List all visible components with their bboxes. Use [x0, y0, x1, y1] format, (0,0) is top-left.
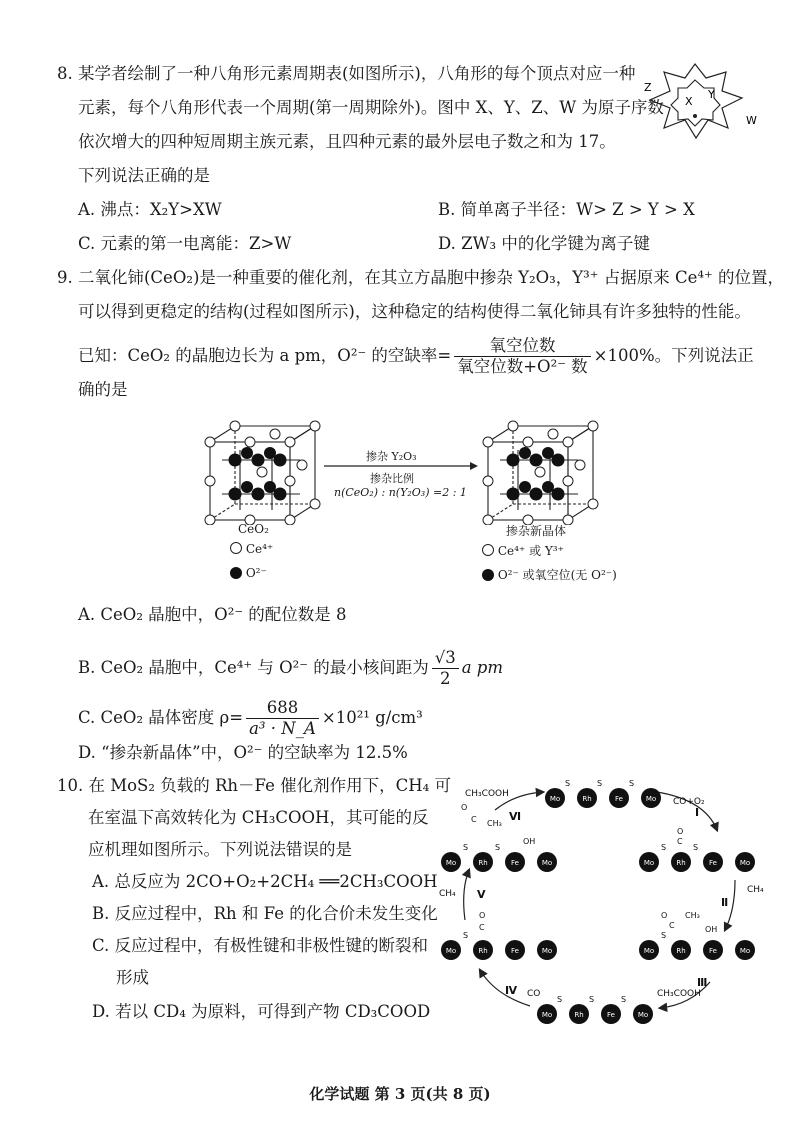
rh-atom: Rh [478, 947, 488, 955]
q10-stem-line2: 在室温下高效转化为 CH₃COOH，其可能的反 [88, 808, 429, 827]
step-5-label: Ⅴ [477, 888, 486, 901]
white-circle-icon [230, 542, 242, 554]
output-ch3cooh-top: CH₃COOH [465, 789, 509, 799]
output-ch3cooh-bottom: CH₃COOH [657, 989, 701, 999]
arrow-label-ratio: n(CeO₂) : n(Y₂O₃) =2 : 1 [334, 486, 467, 499]
fe-atom: Fe [511, 859, 519, 867]
fe-atom: Fe [615, 795, 623, 803]
arrow-label-mid: 掺杂比例 [370, 472, 414, 485]
step-1-label: Ⅰ [695, 806, 700, 819]
fig-label-y: Y [708, 88, 715, 101]
mo-atom: Mo [645, 795, 657, 803]
q10-stem-line3: 应机理如图所示。下列说法错误的是 [88, 840, 352, 859]
q9-option-b-den: 2 [439, 669, 451, 688]
fig-label-x: X [685, 95, 693, 108]
q9-option-c-post: ×10²¹ g/cm³ [321, 708, 423, 727]
q8-option-a[interactable]: A. 沸点：X₂Y>XW [78, 200, 222, 219]
mo-atom: Mo [739, 947, 751, 955]
rh-atom: Rh [676, 859, 686, 867]
co-c: C [677, 837, 683, 846]
mo-atom: Mo [541, 1011, 553, 1019]
s-atom: S [597, 779, 603, 788]
rh-atom: Rh [582, 795, 592, 803]
step-2-label: Ⅱ [721, 896, 729, 909]
left-legend-black [230, 566, 267, 580]
mo-atom: Mo [541, 947, 553, 955]
co-o: O [677, 827, 684, 836]
catalyst-state-bottom [537, 1004, 653, 1024]
q9-option-c-pre: C. CeO₂ 晶体密度 ρ= [78, 708, 244, 727]
right-legend-white [482, 542, 564, 559]
s-atom: S [495, 843, 501, 852]
s-atom: S [693, 843, 699, 852]
vacancy-fraction-den: 氧空位数+O²⁻ 数 [457, 357, 588, 376]
acyl-o: O [661, 911, 668, 920]
black-circle-icon [230, 567, 242, 579]
q9-stem-line3 [78, 336, 754, 377]
mo-atom: Mo [549, 795, 561, 803]
doped-unit-cell [478, 420, 603, 525]
acyl-c: C [471, 815, 477, 824]
mo-atom: Mo [637, 1011, 649, 1019]
q8-stem-line2: 元素，每个八角形代表一个周期(第一周期除外)。图中 X、Y、Z、W 为原子序数 [78, 98, 664, 117]
q9-option-b-post: a pm [461, 658, 504, 677]
q9-stem-line2: 可以得到更稳定的结构(过程如图所示)，这种稳定的结构使得二氧化铈具有许多独特的性能。 [78, 302, 751, 321]
s-atom: S [629, 779, 635, 788]
acyl-o: O [461, 803, 468, 812]
vacancy-fraction [454, 336, 590, 377]
input-ch4-left: CH₄ [439, 889, 456, 899]
q9-option-b-frac [432, 648, 459, 689]
right-legend-black [482, 566, 617, 583]
catalyst-state-right-top [639, 852, 755, 872]
q9-option-c-frac [246, 698, 319, 739]
mo-atom: Mo [445, 947, 457, 955]
s-atom: S [661, 931, 667, 940]
left-legend-white [230, 542, 273, 556]
octagon-periodic-figure [630, 58, 760, 148]
q9-option-c-den: a³ · N_A [249, 719, 316, 738]
q10-stem-line1: 10. 在 MoS₂ 负载的 Rh－Fe 催化剂作用下，CH₄ 可 [57, 776, 451, 795]
co-o: O [479, 911, 486, 920]
rh-atom: Rh [478, 859, 488, 867]
step-3-label: Ⅲ [697, 976, 708, 989]
acyl-ch3: CH₃ [685, 911, 700, 920]
vacancy-fraction-num: 氧空位数 [454, 336, 590, 357]
q8-stem-line1: 8. 某学者绘制了一种八角形元素周期表(如图所示)，八角形的每个顶点对应一种 [57, 64, 636, 83]
q9-line3-post: ×100%。下列说法正 [593, 346, 754, 365]
left-legend-white-text: Ce⁴⁺ [245, 542, 274, 556]
q10-option-a[interactable]: A. 总反应为 2CO+O₂+2CH₄ ══2CH₃COOH [92, 872, 438, 891]
ceo2-unit-cell [200, 420, 325, 525]
left-legend-black-text: O²⁻ [245, 566, 267, 580]
fe-atom: Fe [511, 947, 519, 955]
co-c: C [479, 923, 485, 932]
q8-option-d[interactable]: D. ZW₃ 中的化学键为离子键 [438, 234, 650, 253]
fe-atom: Fe [709, 947, 717, 955]
step-4-label: Ⅳ [505, 984, 518, 997]
q9-option-b-num: √3 [432, 648, 459, 669]
mo-atom: Mo [445, 859, 457, 867]
oh-group: OH [705, 925, 718, 934]
s-atom: S [661, 843, 667, 852]
q9-line3-pre: 已知：CeO₂ 的晶胞边长为 a pm，O²⁻ 的空缺率= [78, 346, 452, 365]
input-ch4-right: CH₄ [747, 885, 764, 895]
rh-atom: Rh [574, 1011, 584, 1019]
fig-label-z: Z [644, 81, 652, 94]
mo-atom: Mo [541, 859, 553, 867]
catalyst-state-left-bottom [441, 940, 557, 960]
q9-option-a[interactable]: A. CeO₂ 晶胞中，O²⁻ 的配位数是 8 [78, 605, 347, 624]
white-circle-icon [482, 544, 494, 556]
rh-atom: Rh [676, 947, 686, 955]
fe-atom: Fe [607, 1011, 615, 1019]
s-atom: S [565, 779, 571, 788]
catalyst-state-top [545, 788, 661, 808]
q9-option-d[interactable]: D. “掺杂新晶体”中，O²⁻ 的空缺率为 12.5% [78, 743, 408, 762]
q8-stem-line3: 依次增大的四种短周期主族元素，且四种元素的最外层电子数之和为 17。 [78, 132, 616, 151]
s-atom: S [463, 931, 469, 940]
left-cell-caption: CeO₂ [238, 522, 269, 536]
q8-option-c[interactable]: C. 元素的第一电离能：Z>W [78, 234, 292, 253]
mo-atom: Mo [643, 859, 655, 867]
q10-option-c[interactable]: C. 反应过程中，有极性键和非极性键的断裂和 [92, 936, 429, 955]
acyl-ch3: CH₃ [487, 819, 502, 828]
page-footer: 化学试题 第 3 页(共 8 页) [309, 1085, 491, 1103]
input-co-bottom: CO [527, 989, 541, 999]
q9-stem-line1: 9. 二氧化铈(CeO₂)是一种重要的催化剂，在其立方晶胞中掺杂 Y₂O₃，Y³⁺ 占据原来 Ce⁴⁺ 的位置， [57, 268, 784, 287]
s-atom: S [589, 995, 595, 1004]
black-circle-icon [482, 569, 494, 581]
q10-option-b[interactable]: B. 反应过程中，Rh 和 Fe 的化合价未发生变化 [92, 904, 438, 923]
q10-option-d[interactable]: D. 若以 CD₄ 为原料，可得到产物 CD₃COOD [92, 1002, 431, 1021]
q10-option-c-cont: 形成 [116, 968, 149, 987]
mo-atom: Mo [643, 947, 655, 955]
mo-atom: Mo [739, 859, 751, 867]
q9-option-b-pre: B. CeO₂ 晶胞中，Ce⁴⁺ 与 O²⁻ 的最小核间距为 [78, 658, 429, 677]
s-atom: S [557, 995, 563, 1004]
input-co-o2: CO+O₂ [673, 797, 705, 807]
right-legend-white-text: Ce⁴⁺ 或 Y³⁺ [497, 544, 564, 558]
step-6-label: Ⅵ [509, 810, 522, 823]
q9-option-c-num: 688 [246, 698, 319, 719]
catalytic-cycle-diagram [435, 770, 785, 1035]
right-legend-black-text: O²⁻ 或氧空位(无 O²⁻) [497, 568, 617, 582]
fe-atom: Fe [709, 859, 717, 867]
arrow-label-top: 掺杂 Y₂O₃ [366, 450, 417, 463]
oh-group: OH [523, 837, 536, 846]
right-cell-caption: 掺杂新晶体 [506, 524, 567, 538]
catalyst-state-left-top [441, 852, 557, 872]
s-atom: S [621, 995, 627, 1004]
q9-option-c[interactable] [78, 698, 423, 739]
q9-stem-line4: 确的是 [78, 380, 128, 399]
catalyst-state-right-bottom [639, 940, 755, 960]
s-atom: S [463, 843, 469, 852]
q8-stem-line4: 下列说法正确的是 [78, 166, 210, 185]
q9-option-b[interactable] [78, 648, 503, 689]
fig-label-w: W [746, 114, 757, 127]
acyl-c: C [669, 921, 675, 930]
q8-option-b[interactable]: B. 简单离子半径：W> Z > Y > X [438, 200, 695, 219]
